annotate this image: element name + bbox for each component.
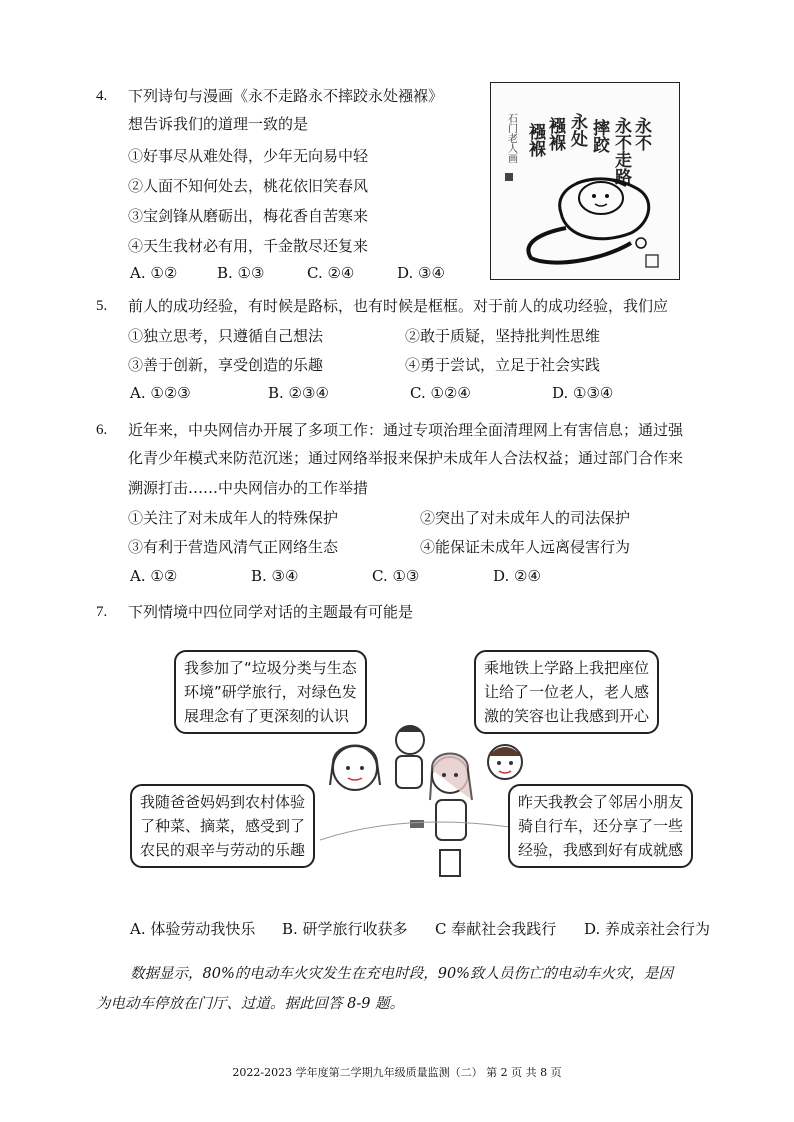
q4-item-3: ③宝剑锋从磨砺出，梅花香自苦寒来: [128, 207, 369, 225]
q7-option-b: B. 研学旅行收获多: [282, 920, 408, 938]
q6-option-a: A. ①②: [130, 567, 178, 585]
q5-item-2: ②敢于质疑，坚持批判性思维: [405, 327, 601, 345]
q4-item-1: ①好事尽从难处得，少年无向易中轻: [128, 147, 369, 165]
passage-line-2: 为电动车停放在门厅、过道。据此回答 8-9 题。: [96, 996, 405, 1012]
speech-bubble-2: [474, 650, 659, 734]
svg-text:永不走路: 永不走路: [611, 117, 631, 185]
q6-option-c: C. ①③: [372, 567, 420, 585]
svg-text:永处: 永处: [567, 113, 587, 147]
q6-item-4: ④能保证未成年人远离侵害行为: [420, 538, 631, 556]
q6-number: 6.: [96, 422, 108, 438]
q4-option-c: C. ②④: [307, 264, 355, 282]
q7-option-d: D. 养成亲社会行为: [584, 920, 711, 938]
q7-number: 7.: [96, 604, 108, 620]
q4-number: 4.: [96, 88, 108, 104]
page-footer: 2022-2023 学年度第二学期九年级质量监测（二） 第 2 页 共 8 页: [232, 1066, 562, 1079]
svg-text:摔跤: 摔跤: [589, 119, 609, 153]
q4-item-2: ②人面不知何处去，桃花依旧笑春风: [128, 177, 369, 195]
q4-option-b: B. ①③: [217, 264, 265, 282]
speech-bubble-4: [508, 784, 693, 868]
q5-item-4: ④勇于尝试，立足于社会实践: [405, 356, 601, 374]
q4-item-4: ④天生我材必有用，千金散尽还复来: [128, 237, 369, 255]
bubble-3-line-2: 了种菜、摘菜，感受到了: [140, 817, 306, 835]
q7-stem: 下列情境中四位同学对话的主题最有可能是: [128, 603, 414, 621]
bubble-2-line-2: 让给了一位老人，老人感: [484, 683, 650, 701]
bubble-4-line-3: 经验，我感到好有成就感: [518, 841, 684, 859]
q7-option-c: C 奉献社会我践行: [435, 920, 557, 938]
q6-item-1: ①关注了对未成年人的特殊保护: [128, 509, 339, 527]
bubble-2-line-1: 乘地铁上学路上我把座位: [484, 659, 650, 677]
speech-bubble-1: [174, 650, 367, 734]
bubble-2-line-3: 激的笑容也让我感到开心: [484, 707, 650, 725]
svg-text:永不: 永不: [631, 117, 651, 151]
q6-item-3: ③有利于营造风清气正网络生态: [128, 538, 339, 556]
q5-item-1: ①独立思考，只遵循自己想法: [128, 327, 324, 345]
q5-option-c: C. ①②④: [410, 384, 471, 402]
q6-item-2: ②突出了对未成年人的司法保护: [420, 509, 631, 527]
q4-stem-line1: 下列诗句与漫画《永不走路永不摔跤永处襁褓》: [128, 87, 444, 105]
bubble-3-line-1: 我随爸爸妈妈到农村体验: [140, 793, 306, 811]
q4-option-d: D. ③④: [397, 264, 445, 282]
q7-option-a: A. 体验劳动我快乐: [130, 920, 256, 938]
q4-option-a: A. ①②: [130, 264, 178, 282]
q5-item-3: ③善于创新，享受创造的乐趣: [128, 356, 324, 374]
speech-bubble-3: [130, 784, 315, 868]
q6-stem-line1: 近年来，中央网信办开展了多项工作：通过专项治理全面清理网上有害信息；通过强: [128, 421, 684, 439]
passage-line-1: 数据显示，80%的电动车火灾发生在充电时段，90%致人员伤亡的电动车火灾，是因: [130, 966, 673, 982]
bubble-1-line-2: 环境”研学旅行，对绿色发: [184, 683, 357, 701]
q5-option-b: B. ②③④: [268, 384, 329, 402]
bubble-1-line-1: 我参加了“垃圾分类与生态: [184, 659, 357, 677]
bubble-1-line-3: 展理念有了更深刻的认识: [184, 707, 350, 725]
bubble-4-line-1: 昨天我教会了邻居小朋友: [518, 793, 684, 811]
q5-stem: 前人的成功经验，有时候是路标，也有时候是框框。对于前人的成功经验，我们应: [128, 297, 669, 315]
comic-illustration: [490, 82, 680, 280]
comic-drawing: [491, 83, 679, 279]
q6-option-b: B. ③④: [251, 567, 299, 585]
q5-number: 5.: [96, 298, 108, 314]
q5-option-d: D. ①③④: [552, 384, 614, 402]
svg-text:襁褓: 襁褓: [545, 117, 565, 151]
q6-stem-line2: 化青少年模式来防范沉迷；通过网络举报来保护未成年人合法权益；通过部门合作来: [128, 449, 684, 467]
q6-stem-line3: 溯源打击……中央网信办的工作举措: [128, 479, 369, 497]
bubble-3-line-3: 农民的艰辛与劳动的乐趣: [140, 841, 306, 859]
svg-text:襁褓: 襁褓: [525, 123, 545, 157]
q6-option-d: D. ②④: [493, 567, 541, 585]
q4-stem-line2: 想告诉我们的道理一致的是: [128, 115, 309, 133]
svg-text:石门老人画: 石门老人画: [505, 113, 517, 163]
bubble-4-line-2: 骑自行车，还分享了一些: [518, 817, 684, 835]
q5-option-a: A. ①②③: [130, 384, 191, 402]
